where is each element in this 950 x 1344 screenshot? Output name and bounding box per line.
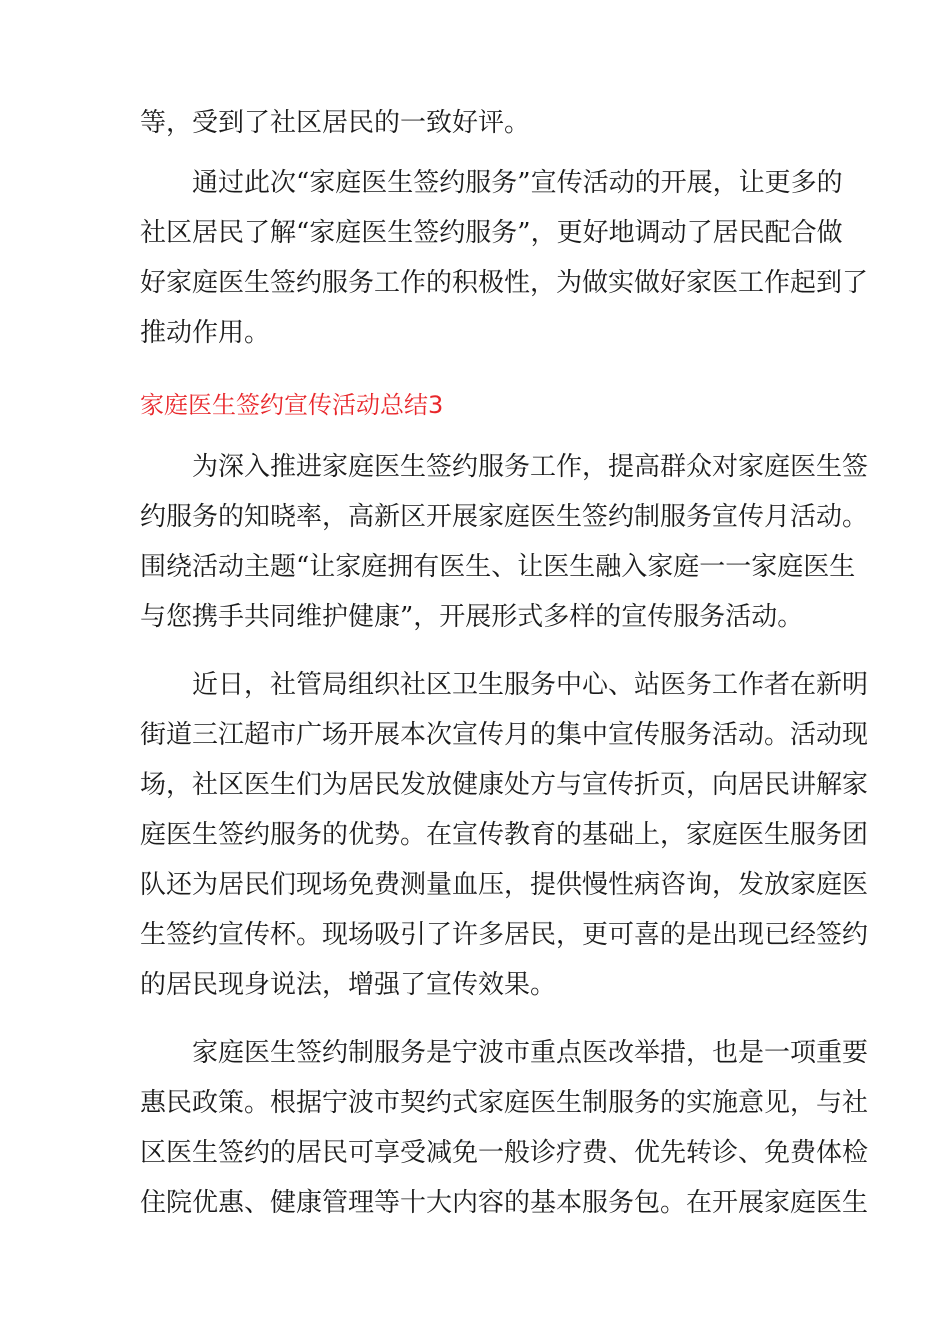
paragraph-3-line-5: 队还为居民们现场免费测量血压，提供慢性病咨询，发放家庭医 <box>140 870 869 900</box>
paragraph-1-line-1: 通过此次“家庭医生签约服务”宣传活动的开展，让更多的 <box>192 168 843 198</box>
paragraph-2-line-1: 为深入推进家庭医生签约服务工作，提高群众对家庭医生签 <box>192 452 869 482</box>
paragraph-3-line-2: 街道三江超市广场开展本次宣传月的集中宣传服务活动。活动现 <box>140 720 869 750</box>
paragraph-4-line-3: 区医生签约的居民可享受减免一般诊疗费、优先转诊、免费体检 <box>140 1138 869 1168</box>
continuation-line: 等，受到了社区居民的一致好评。 <box>140 108 531 138</box>
paragraph-3-line-3: 场，社区医生们为居民发放健康处方与宣传折页，向居民讲解家 <box>140 770 869 800</box>
paragraph-3-line-6: 生签约宣传杯。现场吸引了许多居民，更可喜的是出现已经签约 <box>140 920 869 950</box>
paragraph-3-line-4: 庭医生签约服务的优势。在宣传教育的基础上，家庭医生服务团 <box>140 820 869 850</box>
paragraph-1-line-2: 社区居民了解“家庭医生签约服务”，更好地调动了居民配合做 <box>140 218 843 248</box>
paragraph-1-line-3: 好家庭医生签约服务工作的积极性，为做实做好家医工作起到了 <box>140 268 869 298</box>
paragraph-4-line-1: 家庭医生签约制服务是宁波市重点医改举措，也是一项重要 <box>192 1038 869 1068</box>
paragraph-2-line-3: 围绕活动主题“让家庭拥有医生、让医生融入家庭一一家庭医生 <box>140 552 856 582</box>
paragraph-2-line-4: 与您携手共同维护健康”，开展形式多样的宣传服务活动。 <box>140 602 804 632</box>
paragraph-4-line-2: 惠民政策。根据宁波市契约式家庭医生制服务的实施意见，与社 <box>140 1088 869 1118</box>
paragraph-3-line-7: 的居民现身说法，增强了宣传效果。 <box>140 970 557 1000</box>
section-heading: 家庭医生签约宣传活动总结3 <box>140 391 444 419</box>
paragraph-3-line-1: 近日，社管局组织社区卫生服务中心、站医务工作者在新明 <box>192 670 869 700</box>
paragraph-4-line-4: 住院优惠、健康管理等十大内容的基本服务包。在开展家庭医生 <box>140 1188 869 1218</box>
paragraph-1-line-4: 推动作用。 <box>140 318 271 348</box>
paragraph-2-line-2: 约服务的知晓率，高新区开展家庭医生签约制服务宣传月活动。 <box>140 502 869 532</box>
